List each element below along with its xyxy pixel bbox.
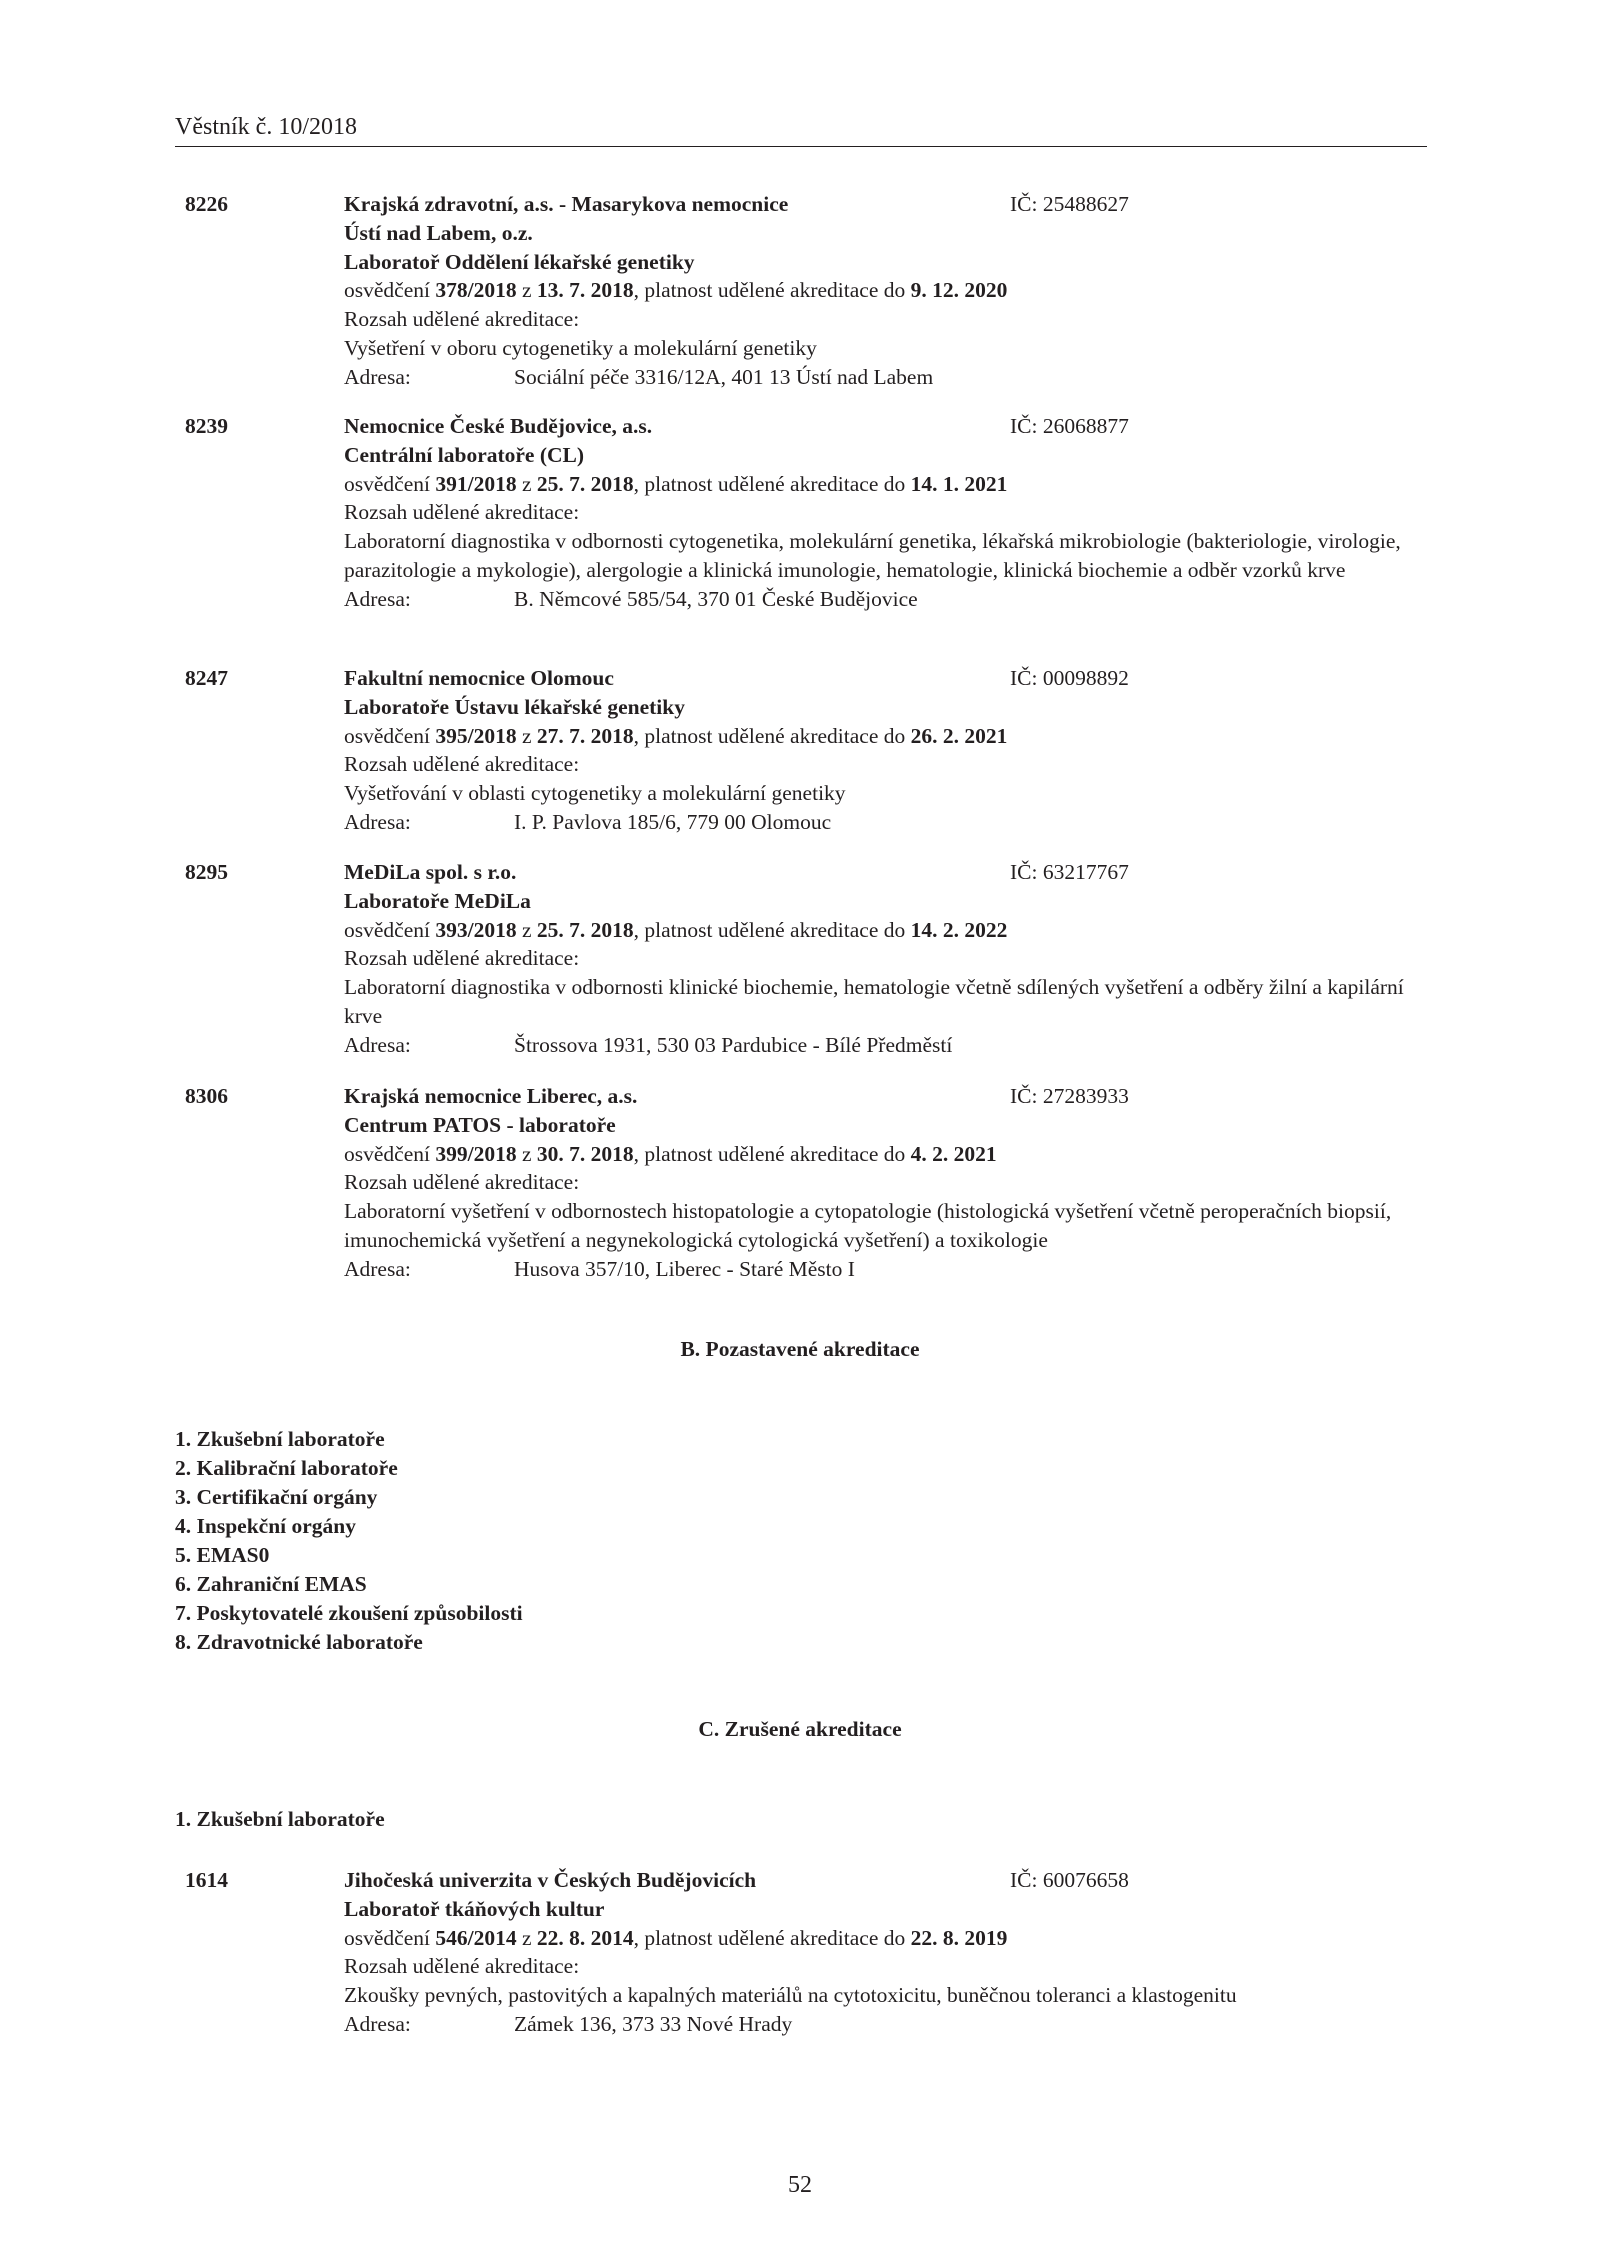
section-b-list xyxy=(175,1425,523,1657)
cert-z: z xyxy=(516,1141,537,1166)
cert-mid: , platnost udělené akreditace do xyxy=(633,723,911,748)
address-label: Adresa: xyxy=(344,364,411,389)
cert-number: 378/2018 xyxy=(435,278,517,303)
cert-number: 395/2018 xyxy=(435,723,517,748)
entry-organization: Nemocnice České Budějovice, a.s. xyxy=(344,414,653,438)
cert-date: 13. 7. 2018 xyxy=(536,278,634,303)
entry-organization: Krajská zdravotní, a.s. - Masarykova nemocnice xyxy=(344,192,789,216)
entry-ico: IČ: 27283933 xyxy=(1010,1084,1129,1108)
entry-number: 1614 xyxy=(185,1868,228,1892)
entry-number: 8247 xyxy=(185,666,228,690)
section-b-title: B. Pozastavené akreditace xyxy=(680,1337,920,1361)
entry-address xyxy=(344,363,1404,392)
address-label: Adresa: xyxy=(344,1256,411,1281)
section-c-subtitle-wrap xyxy=(175,1805,385,1834)
entry-laboratory: Laboratoře Ústavu lékařské genetiky xyxy=(344,694,685,719)
scope-label: Rozsah udělené akreditace: xyxy=(344,752,580,777)
cert-prefix: osvědčení xyxy=(344,1925,436,1950)
scope-label: Rozsah udělené akreditace: xyxy=(344,946,580,971)
address-label: Adresa: xyxy=(344,2011,411,2036)
scope-text: Laboratorní diagnostika v odbornosti klinické biochemie, hematologie včetně sdílených vyšetření a odběry žilní a kapilární krve xyxy=(344,975,1404,1028)
entry-laboratory: Centrální laboratoře (CL) xyxy=(344,442,585,467)
scope-label: Rozsah udělené akreditace: xyxy=(344,1954,580,1979)
cert-mid: , platnost udělené akreditace do xyxy=(633,917,911,942)
entry-ico: IČ: 26068877 xyxy=(1010,414,1129,438)
cert-number: 391/2018 xyxy=(435,471,517,496)
cert-prefix: osvědčení xyxy=(344,278,436,303)
list-item: 8. Zdravotnické laboratoře xyxy=(175,1630,423,1654)
entry-laboratory: Laboratoř tkáňových kultur xyxy=(344,1896,605,1921)
entry-laboratory: Centrum PATOS - laboratoře xyxy=(344,1112,616,1137)
entry-number: 8306 xyxy=(185,1084,228,1108)
cert-valid-until: 9. 12. 2020 xyxy=(910,278,1008,303)
address-label: Adresa: xyxy=(344,586,411,611)
entry-number: 8239 xyxy=(185,414,228,438)
entry-ico: IČ: 60076658 xyxy=(1010,1868,1129,1892)
scope-text: Laboratorní vyšetření v odbornostech histopatologie a cytopatologie (histologická vyšetření včetně peroperačních biopsií, imunochemická vyšetření a negynekologická cytologická vyšetření) a toxikologie xyxy=(344,1199,1392,1252)
cert-date: 27. 7. 2018 xyxy=(536,723,634,748)
scope-label: Rozsah udělené akreditace: xyxy=(344,1170,580,1195)
address-value: B. Němcové 585/54, 370 01 České Budějovice xyxy=(514,586,918,611)
cert-mid: , platnost udělené akreditace do xyxy=(633,1925,911,1950)
entry-address xyxy=(344,585,1404,614)
cert-date: 30. 7. 2018 xyxy=(536,1141,634,1166)
entry-ico: IČ: 25488627 xyxy=(1010,192,1129,216)
cert-valid-until: 4. 2. 2021 xyxy=(910,1141,997,1166)
scope-text: Vyšetření v oboru cytogenetiky a molekulární genetiky xyxy=(344,335,817,360)
list-item: 4. Inspekční orgány xyxy=(175,1514,356,1538)
address-value: Zámek 136, 373 33 Nové Hrady xyxy=(514,2011,793,2036)
entry-body xyxy=(344,190,1404,392)
section-c-title: C. Zrušené akreditace xyxy=(698,1717,902,1741)
address-value: I. P. Pavlova 185/6, 779 00 Olomouc xyxy=(514,809,832,834)
address-label: Adresa: xyxy=(344,809,411,834)
cert-valid-until: 26. 2. 2021 xyxy=(910,723,1008,748)
entry-organization: Fakultní nemocnice Olomouc xyxy=(344,666,614,690)
entry-certificate xyxy=(344,916,1404,945)
entry-body xyxy=(344,1082,1404,1284)
list-item: 2. Kalibrační laboratoře xyxy=(175,1456,398,1480)
address-value: Štrossova 1931, 530 03 Pardubice - Bílé Předměstí xyxy=(514,1032,953,1057)
cert-prefix: osvědčení xyxy=(344,917,436,942)
scope-text: Vyšetřování v oblasti cytogenetiky a molekulární genetiky xyxy=(344,781,846,806)
cert-mid: , platnost udělené akreditace do xyxy=(633,471,911,496)
cert-valid-until: 14. 2. 2022 xyxy=(910,917,1008,942)
cert-z: z xyxy=(516,471,537,496)
list-item: 1. Zkušební laboratoře xyxy=(175,1427,385,1451)
entry-number: 8295 xyxy=(185,860,228,884)
bulletin-title: Věstník č. 10/2018 xyxy=(175,114,357,140)
list-item: 5. EMAS0 xyxy=(175,1543,270,1567)
address-value: Sociální péče 3316/12A, 401 13 Ústí nad Labem xyxy=(514,364,934,389)
entry-ico: IČ: 00098892 xyxy=(1010,666,1129,690)
entry-certificate xyxy=(344,276,1404,305)
entry-body xyxy=(344,412,1404,614)
page-header xyxy=(175,112,1427,147)
entry-body xyxy=(344,1866,1404,2039)
list-item: 6. Zahraniční EMAS xyxy=(175,1572,367,1596)
entry-address xyxy=(344,1031,1404,1060)
list-item: 7. Poskytovatelé zkoušení způsobilosti xyxy=(175,1601,523,1625)
entry-organization: Jihočeská univerzita v Českých Budějovicích xyxy=(344,1868,757,1892)
cert-number: 546/2014 xyxy=(435,1925,517,1950)
cert-z: z xyxy=(516,917,537,942)
entry-organization: Krajská nemocnice Liberec, a.s. xyxy=(344,1084,638,1108)
entry-certificate xyxy=(344,470,1404,499)
entry-address xyxy=(344,808,1404,837)
cert-date: 25. 7. 2018 xyxy=(536,471,634,496)
page-number: 52 xyxy=(788,2172,812,2198)
section-c-subtitle: 1. Zkušební laboratoře xyxy=(175,1807,385,1831)
entry-organization-cont: Ústí nad Labem, o.z. xyxy=(344,220,533,245)
entry-ico: IČ: 63217767 xyxy=(1010,860,1129,884)
entry-address xyxy=(344,1255,1404,1284)
entry-body xyxy=(344,858,1404,1060)
entry-address xyxy=(344,2010,1404,2039)
cert-z: z xyxy=(516,278,537,303)
address-value: Husova 357/10, Liberec - Staré Město I xyxy=(514,1256,855,1281)
cert-mid: , platnost udělené akreditace do xyxy=(633,278,911,303)
cert-z: z xyxy=(516,723,537,748)
entry-number: 8226 xyxy=(185,192,228,216)
cert-valid-until: 14. 1. 2021 xyxy=(910,471,1008,496)
scope-text: Laboratorní diagnostika v odbornosti cytogenetika, molekulární genetika, lékařská mikrobiologie (bakteriologie, virologie, parazitologie a mykologie), alergologie a klinická imunologie, hematologie, klinická biochemie a odběr vzorků krve xyxy=(344,529,1401,582)
cert-prefix: osvědčení xyxy=(344,471,436,496)
cert-valid-until: 22. 8. 2019 xyxy=(910,1925,1008,1950)
cert-prefix: osvědčení xyxy=(344,723,436,748)
scope-label: Rozsah udělené akreditace: xyxy=(344,307,580,332)
entry-laboratory: Laboratoře MeDiLa xyxy=(344,888,531,913)
cert-z: z xyxy=(516,1925,537,1950)
entry-organization: MeDiLa spol. s r.o. xyxy=(344,860,517,884)
cert-prefix: osvědčení xyxy=(344,1141,436,1166)
cert-mid: , platnost udělené akreditace do xyxy=(633,1141,911,1166)
cert-date: 25. 7. 2018 xyxy=(536,917,634,942)
list-item: 3. Certifikační orgány xyxy=(175,1485,378,1509)
address-label: Adresa: xyxy=(344,1032,411,1057)
entry-laboratory: Laboratoř Oddělení lékařské genetiky xyxy=(344,249,695,274)
cert-number: 393/2018 xyxy=(435,917,517,942)
entry-body xyxy=(344,664,1404,837)
cert-date: 22. 8. 2014 xyxy=(536,1925,634,1950)
entry-certificate xyxy=(344,722,1404,751)
entry-certificate xyxy=(344,1924,1404,1953)
scope-text: Zkoušky pevných, pastovitých a kapalných materiálů na cytotoxicitu, buněčnou toleranci a klastogenitu xyxy=(344,1983,1237,2008)
scope-label: Rozsah udělené akreditace: xyxy=(344,500,580,525)
entry-certificate xyxy=(344,1140,1404,1169)
cert-number: 399/2018 xyxy=(435,1141,517,1166)
